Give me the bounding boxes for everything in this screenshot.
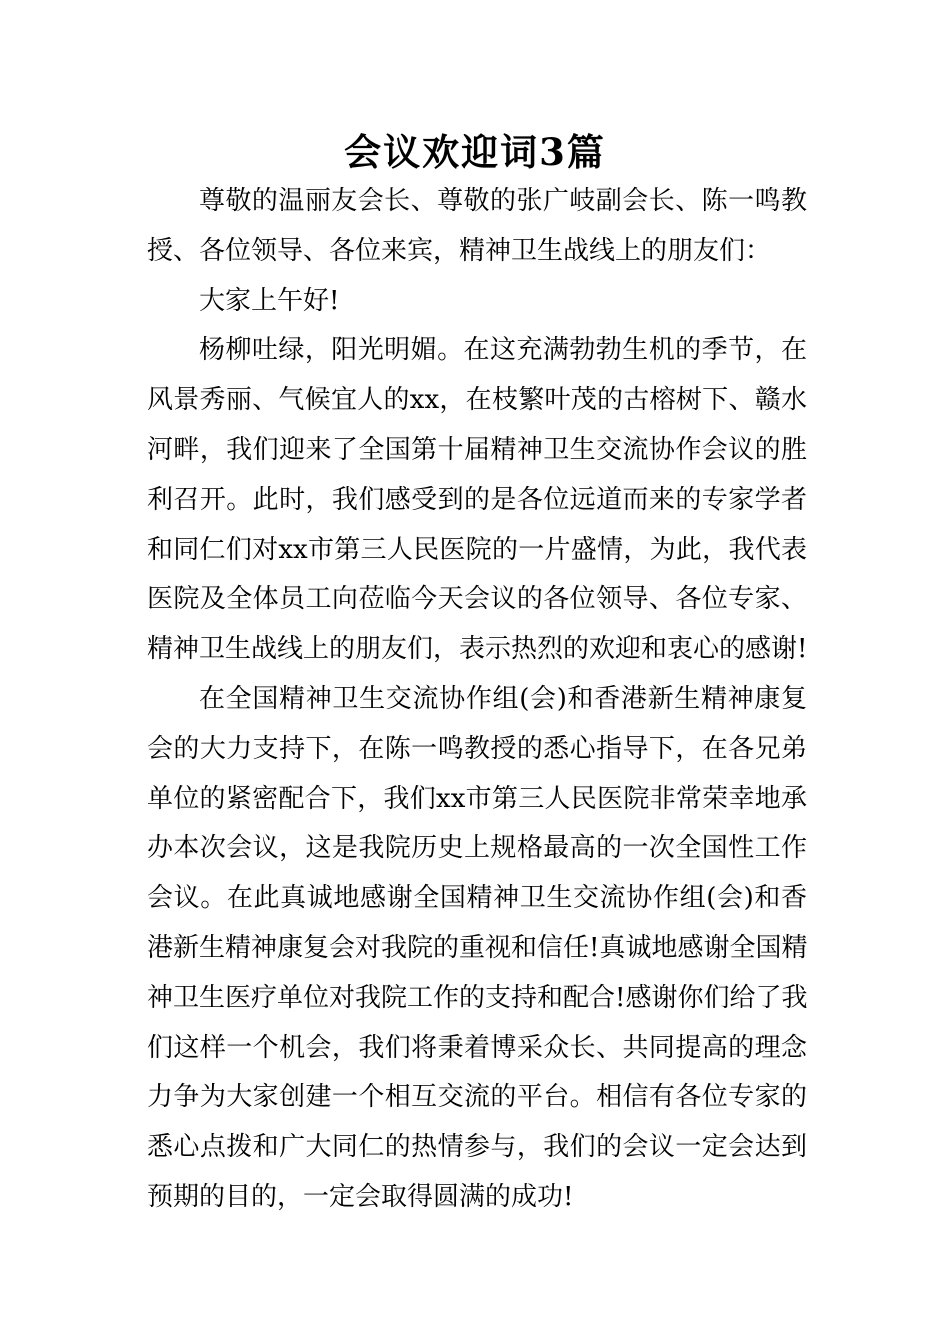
- text-line: 精神卫生战线上的朋友们，表示热烈的欢迎和衷心的感谢!: [147, 634, 808, 665]
- paragraph-welcome: [147, 326, 807, 675]
- text-line: 在全国精神卫生交流协作组(会)和香港新生精神康复: [199, 683, 807, 714]
- text-line: 和同仁们对xx市第三人民医院的一片盛情，为此，我代表: [147, 534, 807, 565]
- paragraph-salutation: [147, 177, 807, 277]
- text-line: 医院及全体员工向莅临今天会议的各位领导、各位专家、: [147, 584, 807, 615]
- paragraph-thanks: [147, 675, 807, 1223]
- text-line: 风景秀丽、气候宜人的xx，在枝繁叶茂的古榕树下、赣水: [147, 385, 807, 416]
- text-line: 悉心点拨和广大同仁的热情参与，我们的会议一定会达到: [147, 1132, 807, 1163]
- text-line: 单位的紧密配合下，我们xx市第三人民医院非常荣幸地承: [147, 783, 807, 814]
- text-line: 会议。在此真诚地感谢全国精神卫生交流协作组(会)和香: [147, 883, 807, 914]
- text-line: 会的大力支持下，在陈一鸣教授的悉心指导下，在各兄弟: [147, 733, 807, 764]
- text-line: 预期的目的，一定会取得圆满的成功!: [147, 1181, 574, 1212]
- text-line: 港新生精神康复会对我院的重视和信任!真诚地感谢全国精: [147, 932, 808, 963]
- text-line: 杨柳吐绿，阳光明媚。在这充满勃勃生机的季节，在: [199, 335, 807, 366]
- text-line: 授、各位领导、各位来宾，精神卫生战线上的朋友们：: [147, 235, 772, 266]
- text-line: 神卫生医疗单位对我院工作的支持和配合!感谢你们给了我: [147, 982, 808, 1013]
- text-line: 河畔，我们迎来了全国第十届精神卫生交流协作会议的胜: [147, 434, 807, 465]
- text-line: 大家上午好!: [199, 285, 340, 316]
- document-title: 会议欢迎词3篇: [344, 130, 606, 174]
- text-line: 办本次会议，这是我院历史上规格最高的一次全国性工作: [147, 833, 807, 864]
- text-line: 力争为大家创建一个相互交流的平台。相信有各位专家的: [147, 1082, 807, 1113]
- paragraph-greeting: [147, 277, 807, 327]
- document-body: [147, 177, 807, 1223]
- text-line: 利召开。此时，我们感受到的是各位远道而来的专家学者: [147, 484, 807, 515]
- text-line: 尊敬的温丽友会长、尊敬的张广岐副会长、陈一鸣教: [199, 186, 807, 216]
- text-line: 们这样一个机会，我们将秉着博采众长、共同提高的理念: [147, 1032, 807, 1063]
